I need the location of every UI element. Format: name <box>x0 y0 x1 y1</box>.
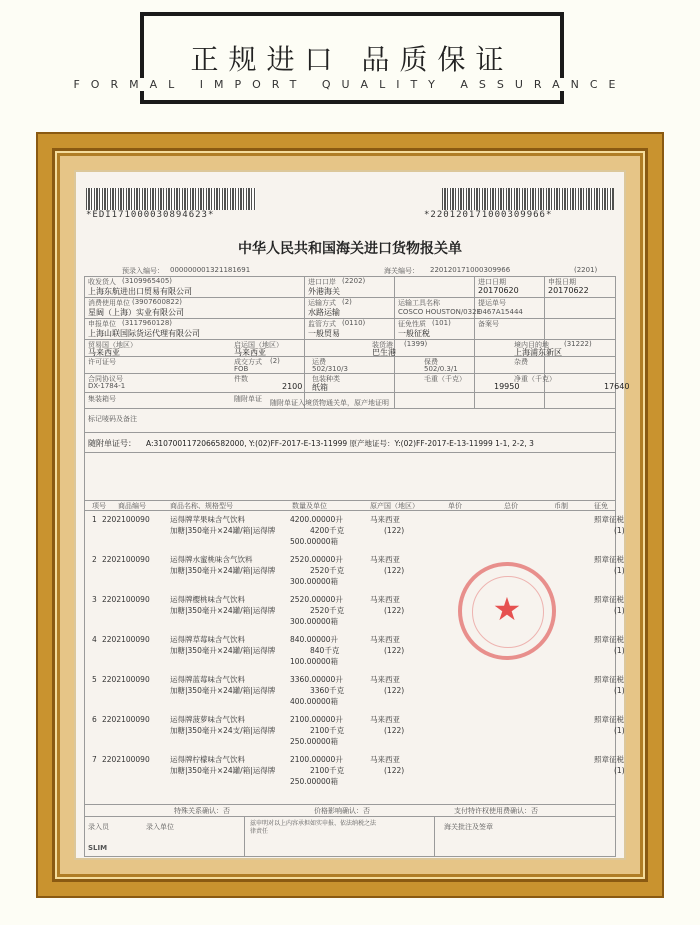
grid-line <box>434 816 435 856</box>
customs-declaration-form <box>74 170 630 860</box>
cell-code: 2202100090 <box>102 595 150 604</box>
grid-line <box>84 510 616 511</box>
cell-duty: 照章征税 <box>594 755 624 764</box>
cell-no: 2 <box>92 555 97 564</box>
cell-name1: 运得牌蓝莓味含气饮料 <box>170 675 245 684</box>
pieces: 2100 <box>282 382 303 391</box>
cell-duty: 照章征税 <box>594 675 624 684</box>
cell-origin: 马来西亚 <box>370 595 400 604</box>
cell-code: 2202100090 <box>102 755 150 764</box>
grid-line <box>84 816 616 817</box>
grid-line <box>84 500 616 501</box>
package: 纸箱 <box>312 383 328 392</box>
loading-port-code: (1399) <box>404 340 428 348</box>
supervision: 一般贸易 <box>308 329 340 338</box>
consumer-label: 消费使用单位 <box>88 299 130 307</box>
cell-code: 2202100090 <box>102 515 150 524</box>
cell-duty2: (1) <box>614 726 625 735</box>
marks-label: 标记唛码及备注 <box>88 415 137 423</box>
deal-label: 成交方式 <box>234 358 262 366</box>
cell-q1: 3360.00000升 <box>290 675 343 684</box>
grid-line <box>84 452 616 453</box>
col-header-no: 项号 <box>92 502 106 510</box>
form-title: 中华人民共和国海关进口货物报关单 <box>238 241 462 257</box>
domestic-dest: 上海浦东新区 <box>514 348 562 357</box>
grid-line <box>394 276 395 408</box>
cell-name2: 加糖|350毫升×24支/箱|运得牌 <box>170 726 276 735</box>
tax: 一般征税 <box>398 329 430 338</box>
contract-label: 合同协议号 <box>88 375 123 383</box>
cell-q3: 500.00000箱 <box>290 537 339 546</box>
cell-name1: 运得牌草莓味含气饮料 <box>170 635 245 644</box>
cell-q2: 4200千克 <box>310 526 345 535</box>
transport: 水路运输 <box>308 308 340 317</box>
footer-code: SLIM <box>88 844 108 852</box>
cell-q1: 2520.00000升 <box>290 555 343 564</box>
origin-country: 马来西亚 <box>234 348 266 357</box>
table-row <box>74 714 626 754</box>
cell-origin: 马来西亚 <box>370 635 400 644</box>
attached-label: 随附单证号： <box>88 439 136 448</box>
docs: 随附单证入境货物通关单，原产地证明 <box>270 399 389 407</box>
grid-line <box>84 804 616 805</box>
col-header-duty: 征免 <box>594 502 608 510</box>
col-header-name: 商品名称、规格型号 <box>170 502 233 510</box>
attached-numbers: A:3107001172066582000, Y:(02)FF-2017-E-13-11999 原产地证号：Y:(02)FF-2017-E-13-11999 1-1, 2-2, 3 <box>146 439 534 448</box>
origin-country-label: 启运国（地区） <box>234 341 283 349</box>
gold-picture-frame <box>38 134 662 896</box>
cell-q3: 400.00000箱 <box>290 697 339 706</box>
cell-no: 3 <box>92 595 97 604</box>
cell-name1: 运得牌苹果味含气饮料 <box>170 515 245 524</box>
vessel: COSCO HOUSTON/032E <box>398 308 481 316</box>
cell-duty2: (1) <box>614 566 625 575</box>
cell-origin-code: (122) <box>384 566 405 575</box>
cell-no: 5 <box>92 675 97 684</box>
cell-name1: 运得牌柠檬味含气饮料 <box>170 755 245 764</box>
cell-name2: 加糖|350毫升×24罐/箱|运得牌 <box>170 526 276 535</box>
cell-q1: 2520.00000升 <box>290 595 343 604</box>
cell-q1: 4200.00000升 <box>290 515 343 524</box>
cell-duty: 照章征税 <box>594 595 624 604</box>
cell-q2: 2100千克 <box>310 766 345 775</box>
entry-unit-label: 录入单位 <box>146 823 174 831</box>
misc-label: 杂费 <box>514 358 528 366</box>
import-port-code: (2202) <box>342 277 366 285</box>
cell-no: 4 <box>92 635 97 644</box>
declare-date: 20170622 <box>548 286 589 295</box>
supervision-label: 监管方式 <box>308 320 336 328</box>
grid-line <box>84 856 616 857</box>
barcode-left <box>86 188 256 210</box>
cell-no: 6 <box>92 715 97 724</box>
consumer-name: 星阔（上海）实业有限公司 <box>88 308 184 317</box>
grid-line <box>84 392 616 393</box>
cell-q2: 2100千克 <box>310 726 345 735</box>
license-label: 许可证号 <box>88 358 116 366</box>
cell-duty: 照章征税 <box>594 715 624 724</box>
barcode-right <box>442 188 614 210</box>
cell-q1: 840.00000升 <box>290 635 339 644</box>
container-label: 集装箱号 <box>88 395 116 403</box>
cell-q2: 2520千克 <box>310 566 345 575</box>
grid-line <box>474 276 475 408</box>
cell-duty: 照章征税 <box>594 555 624 564</box>
cell-q1: 2100.00000升 <box>290 715 343 724</box>
transport-label: 运输方式 <box>308 299 336 307</box>
grid-line <box>244 816 245 856</box>
banner-title-en-text: FORMAL IMPORT QUALITY ASSURANCE <box>73 78 627 91</box>
cell-origin: 马来西亚 <box>370 675 400 684</box>
agent-name: 上海山联国际货运代理有限公司 <box>88 329 200 338</box>
barcode-left-number: *EDI171000030894623* <box>86 210 215 220</box>
cell-name2: 加糖|350毫升×24罐/箱|运得牌 <box>170 646 276 655</box>
preentry-number: 000000001321181691 <box>170 266 251 274</box>
entry-person-label: 录入员 <box>88 823 109 831</box>
deal-code: (2) <box>270 357 280 365</box>
cell-code: 2202100090 <box>102 555 150 564</box>
supervision-code: (0110) <box>342 319 366 327</box>
bl-number: 0467A15444 <box>478 308 523 316</box>
cell-duty2: (1) <box>614 526 625 535</box>
loading-port: 巴生港 <box>372 348 396 357</box>
docs-label: 随附单证 <box>234 395 262 403</box>
cell-duty2: (1) <box>614 686 625 695</box>
domestic-dest-label: 境内目的地 <box>514 341 549 349</box>
cell-duty2: (1) <box>614 766 625 775</box>
domestic-dest-code: (31222) <box>564 340 592 348</box>
declare-date-label: 申报日期 <box>548 278 576 286</box>
cell-name2: 加糖|350毫升×24罐/箱|运得牌 <box>170 566 276 575</box>
record-label: 备案号 <box>478 320 499 328</box>
cell-name1: 运得牌樱桃味含气饮料 <box>170 595 245 604</box>
cell-duty: 照章征税 <box>594 515 624 524</box>
transport-code: (2) <box>342 298 352 306</box>
cell-code: 2202100090 <box>102 675 150 684</box>
trade-country-label: 贸易国（地区） <box>88 341 137 349</box>
contract: DX-1784-1 <box>88 382 126 390</box>
agent-code: (3117960128) <box>122 319 172 327</box>
cell-duty2: (1) <box>614 646 625 655</box>
cell-no: 7 <box>92 755 97 764</box>
customs-approval-label: 海关批注及签章 <box>444 823 493 831</box>
cell-origin-code: (122) <box>384 766 405 775</box>
cell-origin-code: (122) <box>384 726 405 735</box>
table-row <box>74 674 626 714</box>
cell-no: 1 <box>92 515 97 524</box>
insurance-label: 保费 <box>424 358 438 366</box>
cell-name2: 加糖|350毫升×24罐/箱|运得牌 <box>170 606 276 615</box>
cell-origin: 马来西亚 <box>370 555 400 564</box>
col-header-currency: 币制 <box>554 502 568 510</box>
net-label: 净重（千克） <box>514 375 556 383</box>
pieces-label: 件数 <box>234 375 248 383</box>
freight: 502/310/3 <box>312 365 348 373</box>
cell-q2: 3360千克 <box>310 686 345 695</box>
import-port: 外港海关 <box>308 287 340 296</box>
trade-country: 马来西亚 <box>88 348 120 357</box>
cell-name2: 加糖|350毫升×24罐/箱|运得牌 <box>170 686 276 695</box>
tax-label: 征免性质 <box>398 320 426 328</box>
cell-code: 2202100090 <box>102 635 150 644</box>
cell-origin-code: (122) <box>384 526 405 535</box>
col-header-price: 单价 <box>448 502 462 510</box>
gross-label: 毛重（千克） <box>424 375 466 383</box>
consumer-code: (3907600822) <box>132 298 182 306</box>
cell-origin: 马来西亚 <box>370 715 400 724</box>
cell-q3: 250.00000箱 <box>290 777 339 786</box>
cell-name1: 运得牌水蜜桃味含气饮料 <box>170 555 253 564</box>
gross: 19950 <box>494 382 520 391</box>
banner-title-cn: 正规进口 品质保证 <box>190 43 514 76</box>
consignee-label: 收发货人 <box>88 278 116 286</box>
col-header-total: 总价 <box>504 502 518 510</box>
net: 17640 <box>604 382 630 391</box>
cell-q3: 300.00000箱 <box>290 577 339 586</box>
cell-origin-code: (122) <box>384 606 405 615</box>
consignee-code: (3109965405) <box>122 277 172 285</box>
cell-q2: 840千克 <box>310 646 340 655</box>
price-impact: 价格影响确认：否 <box>314 807 370 815</box>
table-row <box>74 754 626 794</box>
cell-origin-code: (122) <box>384 686 405 695</box>
freight-label: 运费 <box>312 358 326 366</box>
declaration-statement: 兹申明对以上内容承担如实申报、依法纳税之法律责任 <box>250 820 377 835</box>
cell-name1: 运得牌菠萝味含气饮料 <box>170 715 245 724</box>
cell-origin: 马来西亚 <box>370 755 400 764</box>
customs-number-label: 海关编号： <box>384 267 419 275</box>
cell-duty2: (1) <box>614 606 625 615</box>
banner-title-en <box>0 78 700 91</box>
cell-duty: 照章征税 <box>594 635 624 644</box>
grid-line <box>84 432 616 433</box>
preentry-label: 预录入编号： <box>122 267 164 275</box>
royalty: 支付特许权使用费确认：否 <box>454 807 538 815</box>
loading-port-label: 装货港 <box>372 341 393 349</box>
customs-code: (2201) <box>574 266 598 274</box>
tax-code: (101) <box>432 319 451 327</box>
package-label: 包装种类 <box>312 375 340 383</box>
grid-line <box>304 276 305 408</box>
star-icon: ★ <box>492 590 522 628</box>
customs-number: 220120171000309966 <box>430 266 511 274</box>
cell-q1: 2100.00000升 <box>290 755 343 764</box>
cell-q3: 100.00000箱 <box>290 657 339 666</box>
deal: FOB <box>234 365 249 373</box>
cell-q3: 250.00000箱 <box>290 737 339 746</box>
cell-code: 2202100090 <box>102 715 150 724</box>
cell-origin: 马来西亚 <box>370 515 400 524</box>
col-header-origin: 原产国（地区） <box>370 502 419 510</box>
agent-label: 申报单位 <box>88 320 116 328</box>
cell-name2: 加糖|350毫升×24罐/箱|运得牌 <box>170 766 276 775</box>
bl-label: 提运单号 <box>478 299 506 307</box>
customs-seal-stamp <box>458 562 556 660</box>
import-date: 20170620 <box>478 286 519 295</box>
insurance: 502/0.3/1 <box>424 365 458 373</box>
cell-q3: 300.00000箱 <box>290 617 339 626</box>
import-port-label: 进口口岸 <box>308 278 336 286</box>
consignee-name: 上海东航进出口贸易有限公司 <box>88 287 192 296</box>
col-header-code: 商品编号 <box>118 502 146 510</box>
vessel-label: 运输工具名称 <box>398 299 440 307</box>
table-row <box>74 514 626 554</box>
cell-origin-code: (122) <box>384 646 405 655</box>
special-relation: 特殊关系确认：否 <box>174 807 230 815</box>
grid-line <box>84 408 616 409</box>
barcode-right-number: *220120171000309966* <box>424 210 553 220</box>
col-header-qty: 数量及单位 <box>292 502 327 510</box>
import-date-label: 进口日期 <box>478 278 506 286</box>
cell-q2: 2520千克 <box>310 606 345 615</box>
